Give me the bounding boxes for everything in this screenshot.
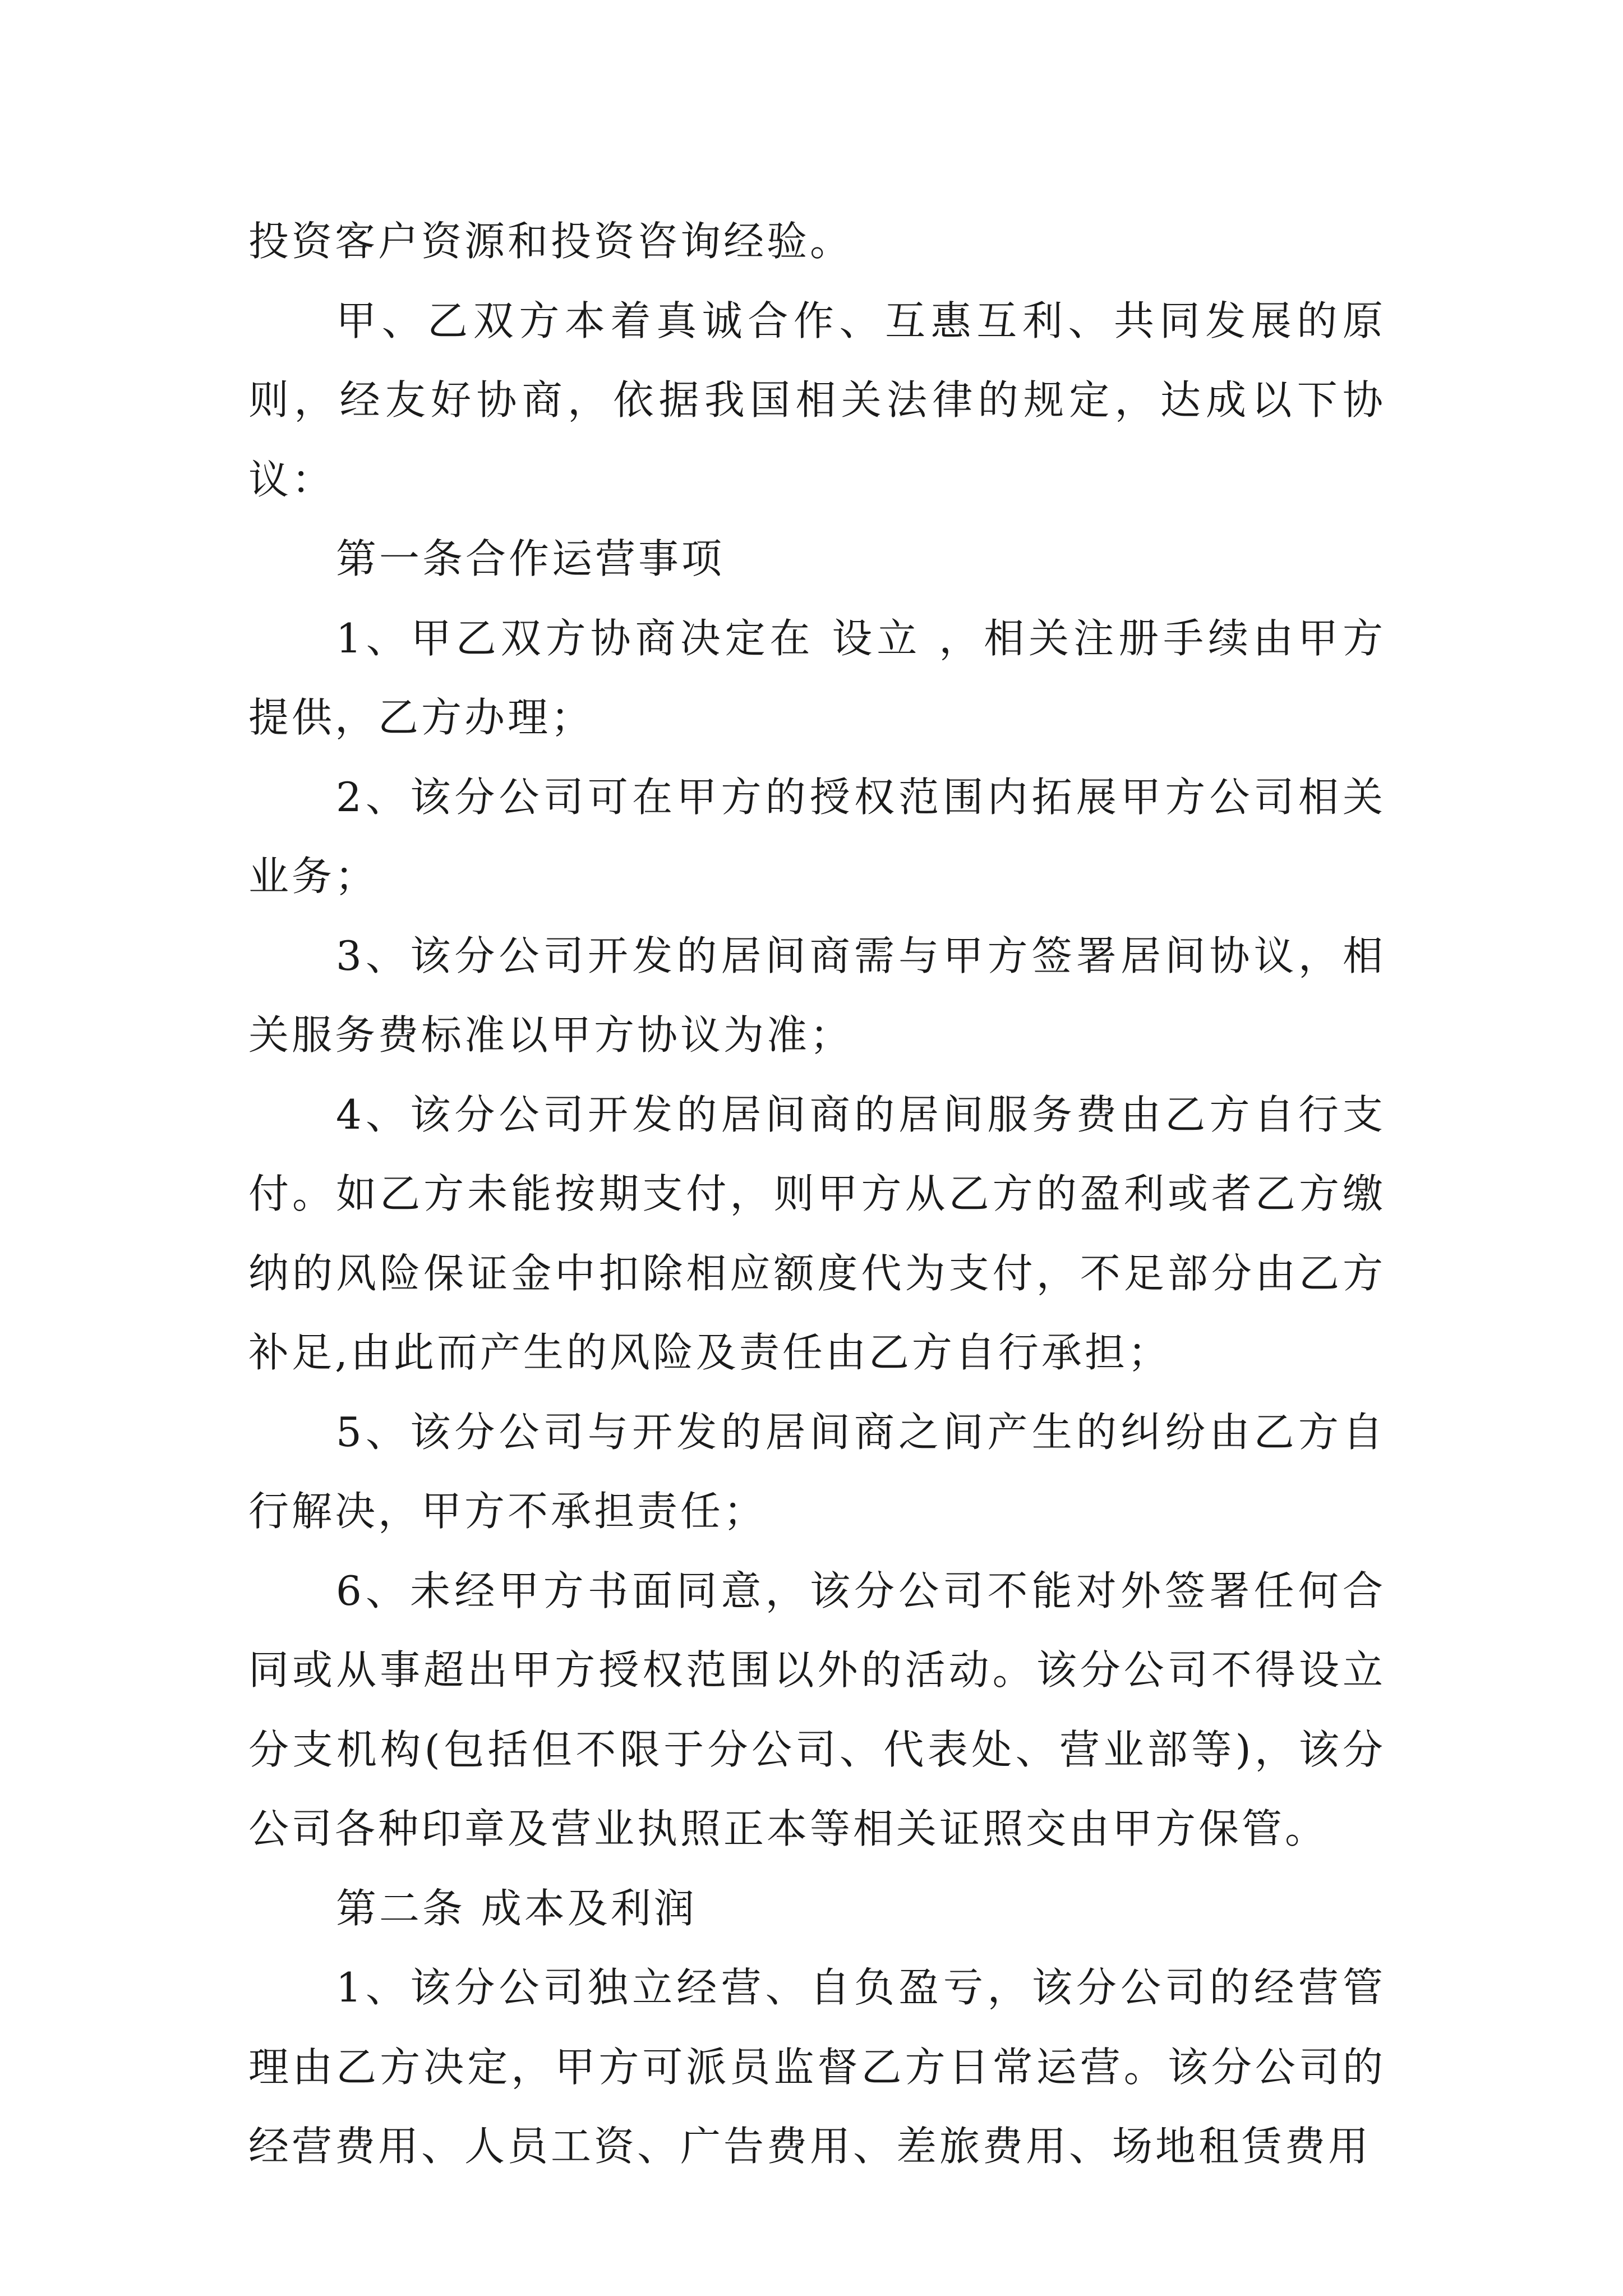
- clause-1-1: 1、甲乙双方协商决定在 设立 ，相关注册手续由甲方提供，乙方办理；: [248, 614, 1386, 741]
- section-heading-article-1: 第一条合作运营事项: [336, 535, 725, 582]
- section-heading-article-2: 第二条 成本及利润: [336, 1884, 697, 1932]
- document-body: [248, 202, 1386, 2187]
- clause-1-4: 4、该分公司开发的居间商的居间服务费由乙方自行支付。如乙方未能按期支付，则甲方从乙方的盈利或者乙方缴纳的风险保证金中扣除相应额度代为支付，不足部分由乙方补足,由此而产生的风险及责任由乙方自行承担；: [248, 1091, 1386, 1376]
- paragraph-agreement-preamble: 甲、乙双方本着真诚合作、互惠互利、共同发展的原则，经友好协商，依据我国相关法律的规定，达成以下协议：: [248, 297, 1386, 503]
- clause-1-2: 2、该分公司可在甲方的授权范围内拓展甲方公司相关业务；: [248, 773, 1386, 900]
- clause-2-1: 1、该分公司独立经营、自负盈亏，该分公司的经营管理由乙方决定，甲方可派员监督乙方日常运营。该分公司的经营费用、人员工资、广告费用、差旅费用、场地租赁费用: [248, 1964, 1386, 2170]
- paragraph-intro-continuation: 投资客户资源和投资咨询经验。: [248, 218, 854, 265]
- clause-1-3: 3、该分公司开发的居间商需与甲方签署居间协议，相关服务费标准以甲方协议为准；: [248, 932, 1386, 1059]
- clause-1-6: 6、未经甲方书面同意，该分公司不能对外签署任何合同或从事超出甲方授权范围以外的活动。该分公司不得设立分支机构(包括但不限于分公司、代表处、营业部等)，该分公司各种印章及营业执照正本等相关证照交由甲方保管。: [248, 1567, 1386, 1852]
- clause-1-5: 5、该分公司与开发的居间商之间产生的纠纷由乙方自行解决，甲方不承担责任；: [248, 1408, 1386, 1535]
